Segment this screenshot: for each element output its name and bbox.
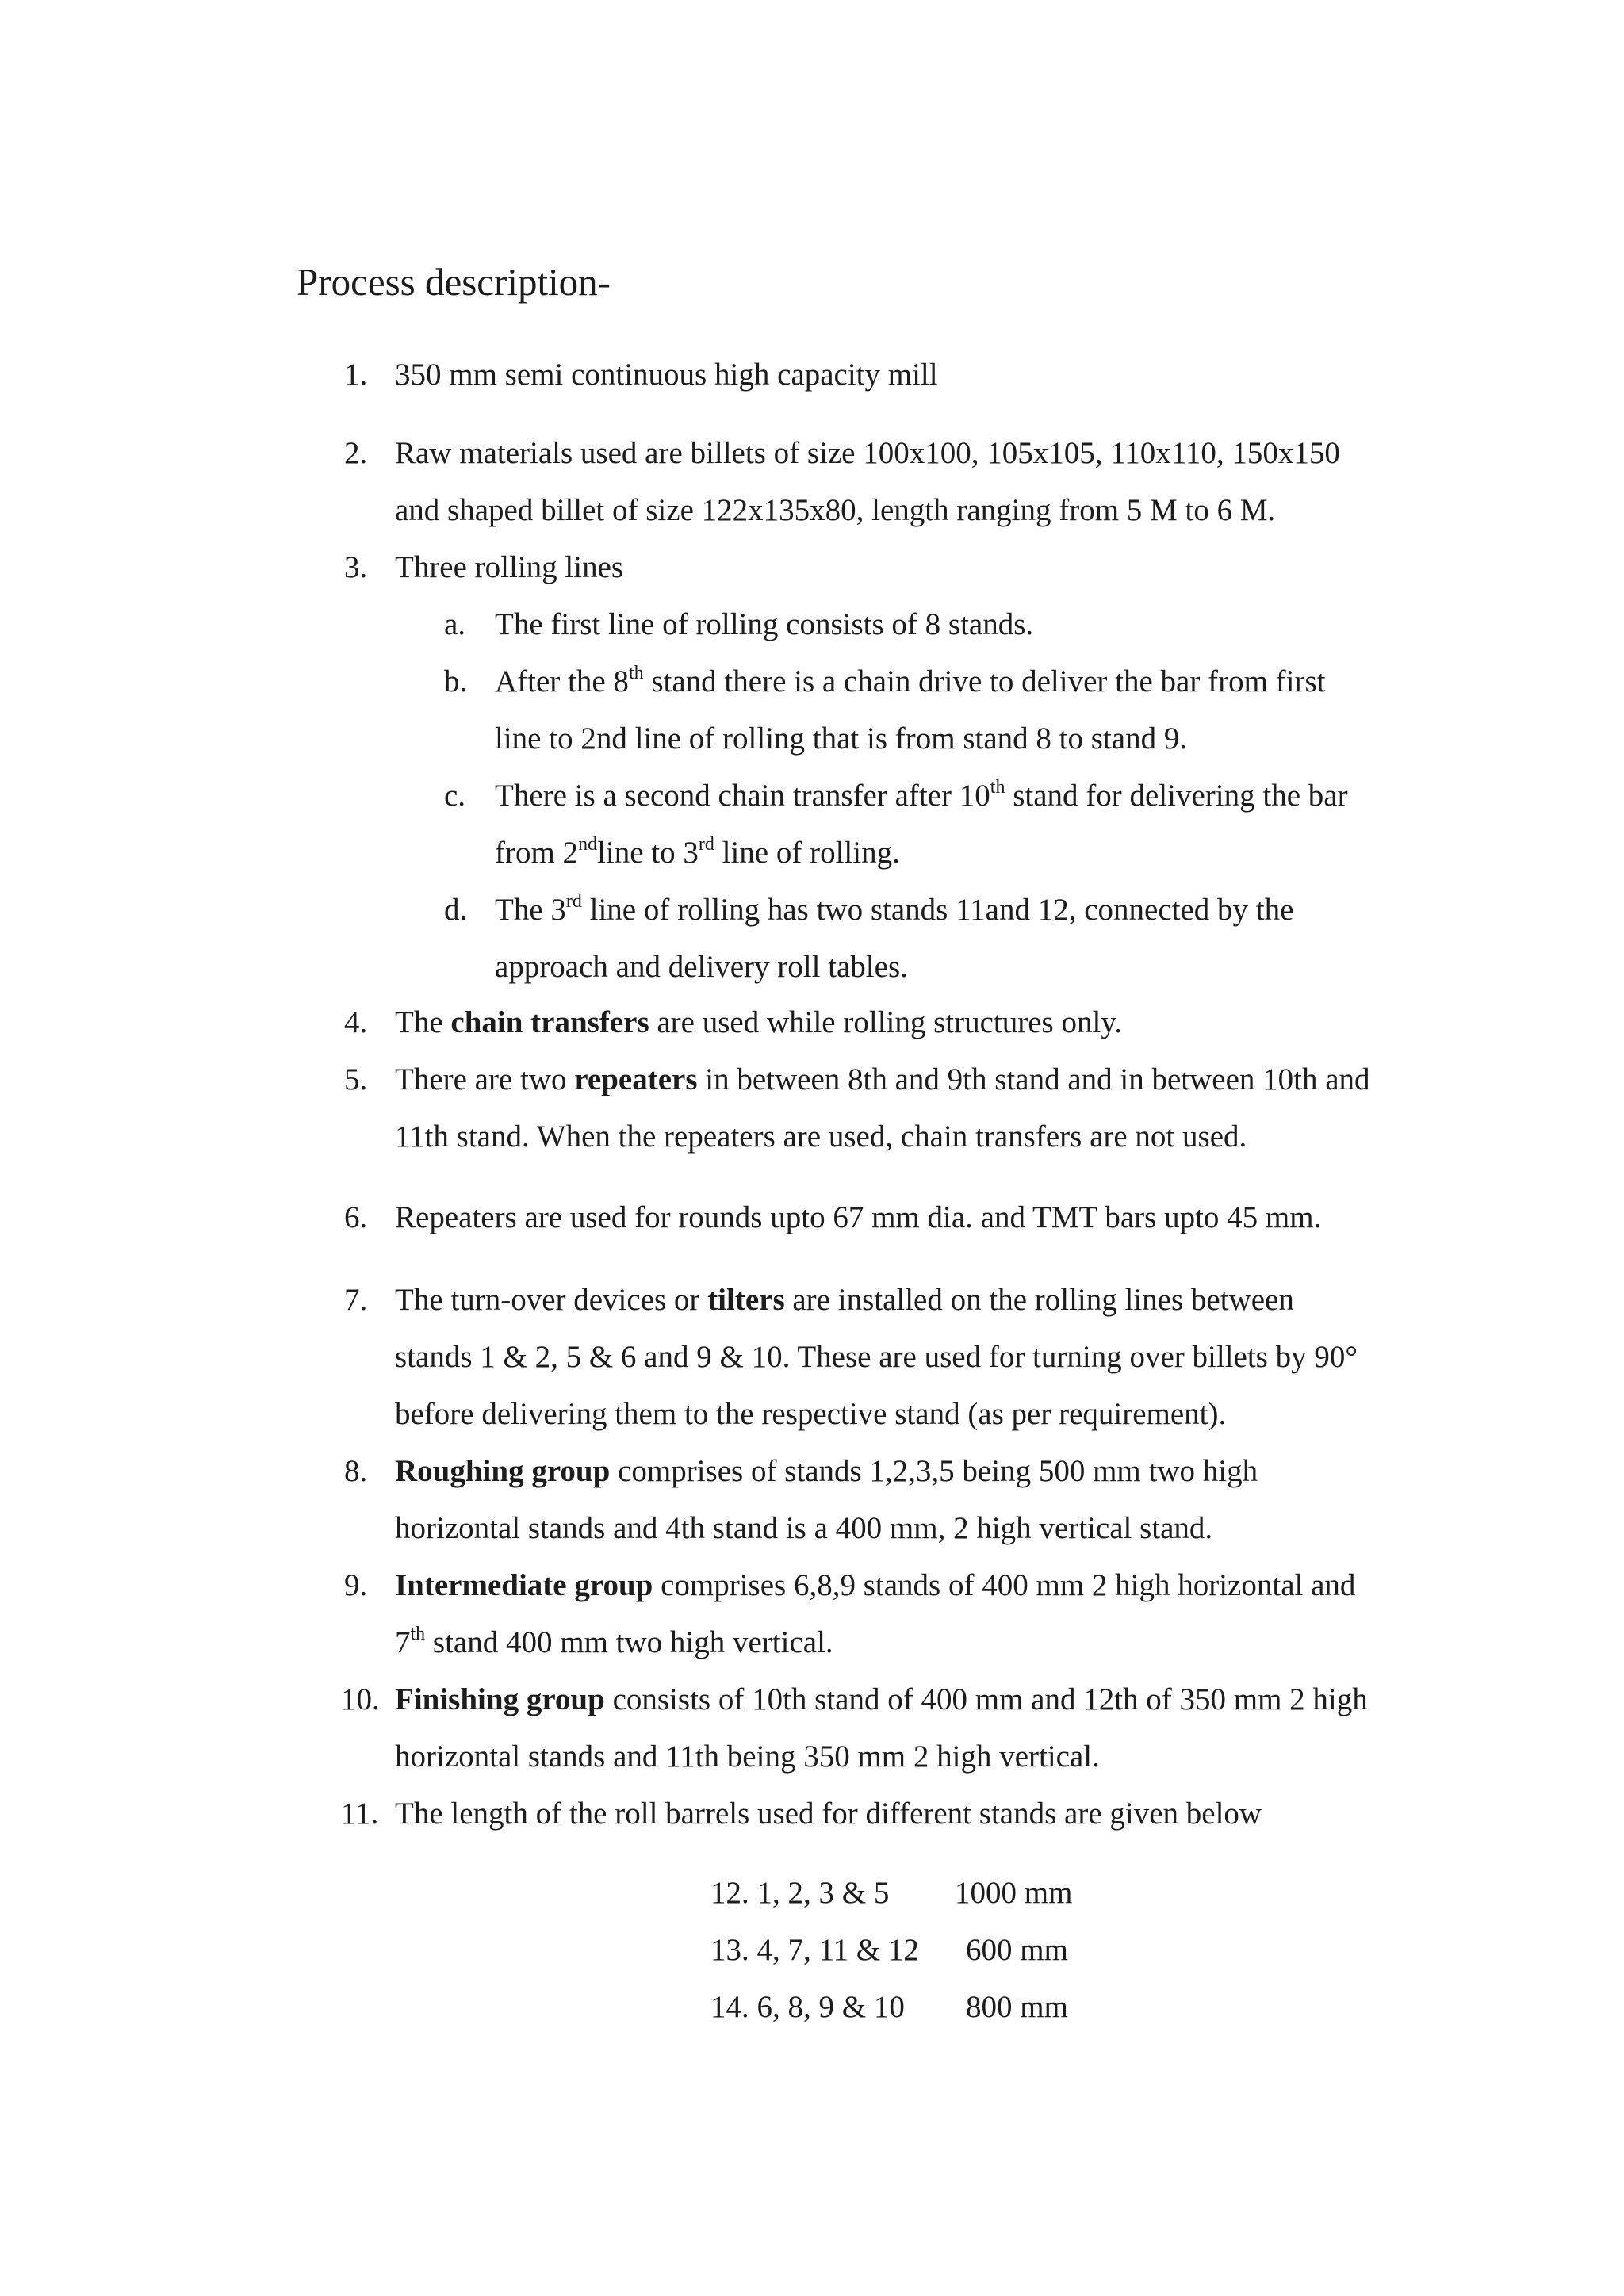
table-row-label: 12. 1, 2, 3 & 5	[710, 1876, 890, 1910]
item-text: Raw materials used are billets of size 100x100, 105x105, 110x110, 150x150	[395, 436, 1340, 470]
subitem-text: approach and delivery roll tables.	[495, 950, 908, 984]
subitem-text: line to 2nd line of rolling that is from stand 8 to stand 9.	[495, 721, 1188, 756]
item-text: Intermediate group comprises 6,8,9 stands of 400 mm 2 high horizontal and	[395, 1568, 1356, 1602]
subitem-letter: c.	[444, 779, 466, 813]
table-row-label: 13. 4, 7, 11 & 12	[710, 1933, 919, 1967]
subitem-letter: d.	[444, 893, 468, 927]
item-number: 4.	[344, 1005, 368, 1039]
item-text: and shaped billet of size 122x135x80, length ranging from 5 M to 6 M.	[395, 493, 1276, 527]
item-number: 9.	[344, 1568, 368, 1602]
subitem-text: The 3rd line of rolling has two stands 11and 12, connected by the	[495, 891, 1294, 927]
page-title: Process description-	[297, 260, 611, 304]
item-text: The length of the roll barrels used for different stands are given below	[395, 1797, 1262, 1831]
item-text: The chain transfers are used while rolling structures only.	[395, 1005, 1123, 1039]
item-text: There are two repeaters in between 8th and 9th stand and in between 10th and	[395, 1062, 1370, 1096]
item-number: 8.	[344, 1454, 368, 1488]
table-row-value: 800 mm	[966, 1990, 1068, 2024]
item-number: 2.	[344, 436, 368, 470]
item-number: 1.	[344, 358, 368, 392]
item-number: 5.	[344, 1062, 368, 1096]
item-text: 350 mm semi continuous high capacity mill	[395, 358, 938, 392]
item-text: Repeaters are used for rounds upto 67 mm dia. and TMT bars upto 45 mm.	[395, 1200, 1322, 1234]
subitem-text: There is a second chain transfer after 10th stand for delivering the bar	[495, 777, 1348, 813]
subitem-text: from 2ndline to 3rd line of rolling.	[495, 834, 900, 870]
item-text: Three rolling lines	[395, 550, 624, 584]
item-number: 6.	[344, 1200, 368, 1234]
item-text: horizontal stands and 11th being 350 mm 2 high vertical.	[395, 1739, 1100, 1774]
subitem-text: After the 8th stand there is a chain drive to deliver the bar from first	[495, 663, 1326, 698]
item-number: 7.	[344, 1283, 368, 1317]
item-number: 11.	[341, 1797, 379, 1831]
subitem-text: The first line of rolling consists of 8 stands.	[495, 607, 1034, 641]
subitem-letter: a.	[444, 607, 466, 641]
item-text: 11th stand. When the repeaters are used, chain transfers are not used.	[395, 1119, 1247, 1154]
item-text: horizontal stands and 4th stand is a 400 mm, 2 high vertical stand.	[395, 1511, 1213, 1545]
item-text: Roughing group comprises of stands 1,2,3,5 being 500 mm two high	[395, 1454, 1258, 1488]
subitem-letter: b.	[444, 664, 468, 698]
table-row-value: 600 mm	[966, 1933, 1068, 1967]
item-number: 3.	[344, 550, 368, 584]
item-text: stands 1 & 2, 5 & 6 and 9 & 10. These are used for turning over billets by 90°	[395, 1340, 1358, 1374]
item-text: 7th stand 400 mm two high vertical.	[395, 1624, 833, 1659]
item-text: before delivering them to the respective stand (as per requirement).	[395, 1397, 1227, 1431]
item-text: Finishing group consists of 10th stand of 400 mm and 12th of 350 mm 2 high	[395, 1682, 1368, 1716]
item-text: The turn-over devices or tilters are installed on the rolling lines between	[395, 1283, 1294, 1317]
item-number: 10.	[341, 1682, 380, 1716]
table-row-value: 1000 mm	[955, 1876, 1073, 1910]
table-row-label: 14. 6, 8, 9 & 10	[710, 1990, 905, 2024]
